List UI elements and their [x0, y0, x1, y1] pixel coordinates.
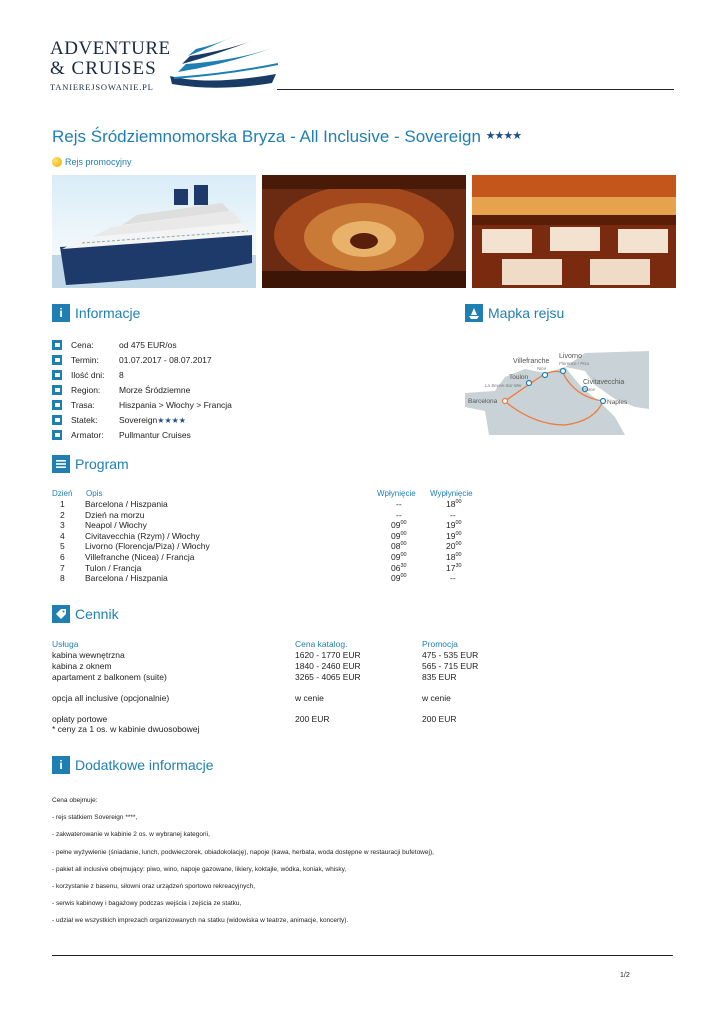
program-arrive-hour: 09 [391, 520, 401, 531]
pricing-catalog: 3265 - 4065 EUR [295, 672, 361, 682]
header-divider [277, 89, 674, 90]
program-desc: Neapol / Włochy [85, 520, 147, 531]
program-depart-minutes: 00 [455, 520, 462, 527]
program-depart [450, 573, 456, 583]
program-depart [446, 499, 462, 509]
extra-line: - zakwaterowanie w kabinie 2 os. w wybranej kategorii, [52, 831, 210, 839]
footer-divider [52, 955, 673, 956]
extra-line: - rejs statkiem Sovereign ****, [52, 814, 138, 822]
program-arrive-hour: 09 [391, 552, 401, 562]
program-arrive [391, 531, 407, 541]
extra-line: - serwis kabinowy i bagażowy podczas wejścia i zejścia ze statku, [52, 900, 242, 908]
section-title-extra: Dodatkowe informacje [75, 757, 214, 773]
program-arrive-hour: 09 [391, 530, 401, 541]
tag-icon [52, 605, 70, 623]
program-arrive-hour: 09 [391, 573, 401, 584]
pricing-promo: 565 - 715 EUR [422, 661, 479, 671]
icon-glyph [55, 433, 60, 437]
map-label-naples: Naples [607, 399, 628, 406]
map-label-villefranche-sub: Nice [537, 366, 547, 371]
promo-label: Rejs promocyjny [65, 157, 132, 167]
program-depart [446, 520, 462, 530]
info-value-text: Hiszpania > Włochy > Francja [119, 400, 232, 410]
pricing-service: kabina z oknem [52, 661, 112, 671]
pricing-promo: w cenie [422, 693, 451, 703]
info-value [119, 430, 191, 440]
program-depart-minutes: 00 [455, 541, 462, 548]
info-icon: i [52, 304, 70, 322]
program-arrive [391, 552, 407, 562]
program-arrive [391, 563, 407, 573]
atrium-photo [262, 175, 466, 288]
program-depart-hour: 17 [446, 562, 456, 573]
icon-glyph [55, 373, 60, 377]
pricing-promo: 835 EUR [422, 672, 457, 682]
program-desc: Civitavecchia (Rzym) / Włochy [85, 530, 200, 541]
pricing-header-catalog: Cena katalog. [295, 639, 348, 649]
program-row [52, 573, 492, 584]
program-arrive-hour: 08 [391, 541, 401, 552]
program-day: 8 [60, 573, 65, 584]
map-label-civitavecchia: Civitavecchia [583, 379, 625, 386]
pricing-catalog: w cenie [295, 693, 324, 703]
pricing-service: kabina wewnętrzna [52, 650, 125, 660]
section-title-map: Mapka rejsu [488, 305, 565, 321]
program-row [52, 499, 492, 510]
info-value-text: 8 [119, 370, 124, 380]
program-header-day: Dzień [52, 489, 73, 498]
program-row [52, 552, 492, 563]
info-label: Region: [71, 385, 101, 395]
info-value [119, 370, 124, 380]
program-day: 6 [60, 552, 65, 562]
program-header-depart: Wypłynięcie [430, 489, 473, 498]
info-label: Ilość dni: [71, 370, 105, 380]
program-day: 7 [60, 562, 65, 573]
info-value-text: Sovereign [119, 415, 158, 425]
program-depart [450, 510, 456, 520]
ship-icon [52, 415, 62, 425]
info-value [119, 400, 232, 410]
pricing-service: opłaty portowe [52, 714, 108, 724]
program-arrive [391, 573, 407, 583]
program-desc: Villefranche (Nicea) / Francja [85, 552, 195, 562]
section-title-info: Informacje [75, 305, 141, 321]
info-value [119, 415, 186, 425]
info-row [52, 398, 232, 412]
program-depart-minutes: 30 [455, 562, 462, 569]
info-value [119, 355, 212, 365]
program-header-desc: Opis [86, 489, 103, 498]
program-depart-hour: 19 [446, 520, 456, 531]
info-row [52, 428, 191, 442]
map-label-toulon: Toulon [509, 374, 529, 381]
program-depart-hour: 19 [446, 530, 456, 541]
program-day: 3 [60, 520, 65, 531]
pricing-service: apartament z balkonem (suite) [52, 672, 167, 682]
program-arrive [396, 510, 402, 520]
title-text: Rejs Śródziemnomorska Bryza - All Inclusive - Sovereign [52, 127, 481, 146]
info-row [52, 353, 212, 367]
program-arrive [391, 541, 407, 551]
map-icon [465, 304, 483, 322]
program-arrive-minutes: 00 [400, 552, 407, 559]
program-depart [446, 563, 462, 573]
program-arrive-hour: -- [396, 499, 402, 509]
logo-line-2: & CRUISES [50, 58, 157, 79]
route-icon [52, 400, 62, 410]
pricing-catalog: 200 EUR [295, 714, 330, 724]
icon-glyph [55, 388, 60, 392]
program-arrive-minutes: 00 [400, 573, 407, 580]
program-depart-minutes: 00 [455, 530, 462, 537]
info-label: Trasa: [71, 400, 95, 410]
company-logo [50, 34, 280, 96]
ship-photo [52, 175, 256, 288]
pricing-header-service: Usługa [52, 639, 79, 649]
extra-line: - korzystanie z basenu, siłowni oraz urządzeń sportowo rekreacyjnych, [52, 883, 256, 890]
extra-line: - pakiet all inclusive obejmujący: piwo, wino, napoje gazowane, likiery, koktajle, wódka, koniak, whisky, [52, 865, 347, 873]
icon-glyph [55, 343, 60, 347]
operator-icon [52, 430, 62, 440]
info-label: Statek: [71, 415, 98, 425]
map-label-villefranche: Villefranche [513, 358, 550, 365]
logo-line-1: ADVENTURE [50, 38, 171, 59]
program-depart-hour: 18 [446, 499, 456, 509]
pricing-header-promo: Promocja [422, 639, 458, 649]
info-label: Termin: [71, 355, 99, 365]
program-depart-hour: -- [450, 509, 456, 520]
page-number: 1/2 [620, 972, 630, 979]
program-day: 4 [60, 530, 65, 541]
info-label: Cena: [71, 340, 94, 350]
program-row [52, 520, 492, 531]
pricing-catalog: 1620 - 1770 EUR [295, 650, 361, 660]
program-day: 2 [60, 509, 65, 520]
program-arrive-minutes: 00 [400, 520, 407, 527]
info-row [52, 383, 190, 397]
program-depart-hour: -- [450, 573, 456, 584]
program-row [52, 510, 492, 521]
page-title [52, 127, 521, 147]
info-icon: i [52, 756, 70, 774]
program-depart [446, 541, 462, 551]
globe-icon [52, 385, 62, 395]
ship-logo-icon [168, 34, 328, 96]
pricing-promo: 200 EUR [422, 714, 457, 724]
program-depart-minutes: 00 [455, 499, 462, 506]
program-depart [446, 552, 462, 562]
promo-dot-icon [52, 157, 62, 167]
pricing-promo: 475 - 535 EUR [422, 650, 479, 660]
program-arrive-minutes: 00 [400, 530, 407, 537]
days-icon [52, 370, 62, 380]
info-stars: ★★★★ [157, 416, 186, 425]
map-label-barcelona: Barcelona [468, 398, 498, 405]
info-row [52, 368, 124, 382]
program-day: 5 [60, 541, 65, 552]
info-value-text: Morze Śródziemne [119, 385, 191, 395]
program-desc: Barcelona / Hiszpania [85, 573, 168, 584]
info-value [119, 385, 190, 395]
map-label-civitavecchia-sub: Rome [583, 387, 596, 392]
program-day: 1 [60, 499, 65, 509]
program-depart-minutes: 00 [455, 552, 462, 559]
program-row [52, 541, 492, 552]
map-label-toulon-sub: La Seyne-Sur-Mer [485, 383, 522, 388]
program-arrive [391, 520, 407, 530]
promo-badge [52, 157, 132, 167]
pricing-catalog: 1840 - 2460 EUR [295, 661, 361, 671]
info-value-text: Pullmantur Cruises [119, 430, 191, 440]
title-stars: ★★★★ [485, 130, 522, 142]
section-title-pricing: Cennik [75, 606, 119, 622]
program-arrive-hour: 06 [391, 562, 401, 573]
pricing-service: opcja all inclusive (opcjonalnie) [52, 693, 170, 703]
calendar-icon [52, 355, 62, 365]
program-depart-hour: 18 [446, 552, 456, 562]
program-header-arrive: Wpłynięcie [377, 489, 416, 498]
extra-line: Cena obejmuje: [52, 797, 98, 804]
icon-glyph [55, 358, 60, 362]
info-value-text: 01.07.2017 - 08.07.2017 [119, 355, 212, 365]
program-arrive-hour: -- [396, 509, 402, 520]
info-row [52, 413, 186, 427]
program-depart [446, 531, 462, 541]
list-icon [52, 455, 70, 473]
program-arrive-minutes: 30 [400, 562, 407, 569]
program-desc: Barcelona / Hiszpania [85, 499, 168, 509]
extra-line: - pełne wyżywienie (śniadanie, lunch, podwieczorek, obiadokolację), napoje (kawa, herbata, woda dostępne w restauracji bufetowej), [52, 848, 434, 856]
program-desc: Tulon / Francja [85, 562, 142, 573]
info-value [119, 340, 177, 350]
program-arrive [396, 499, 402, 509]
icon-glyph [55, 403, 60, 407]
pricing-note: * ceny za 1 os. w kabinie dwuosobowej [52, 724, 200, 734]
logo-line-3: TANIEREJSOWANIE.PL [50, 82, 154, 92]
program-row [52, 563, 492, 574]
program-row [52, 531, 492, 542]
icon-glyph [55, 418, 60, 422]
info-label: Armator: [71, 430, 104, 440]
program-desc: Dzień na morzu [85, 509, 145, 520]
map-label-livorno-sub: Florence / Pisa [559, 361, 590, 366]
map-label-livorno: Livorno [559, 353, 582, 360]
price-icon [52, 340, 62, 350]
program-arrive-minutes: 00 [400, 541, 407, 548]
program-desc: Livorno (Florencja/Piza) / Włochy [85, 541, 210, 552]
info-row [52, 338, 177, 352]
extra-line: - udział we wszystkich imprezach organizowanych na statku (widowiska w teatrze, animacje, koncerty). [52, 917, 349, 925]
section-title-program: Program [75, 456, 129, 472]
restaurant-photo [472, 175, 676, 288]
route-map [465, 337, 649, 435]
program-depart-hour: 20 [446, 541, 456, 552]
info-value-text: od 475 EUR/os [119, 340, 177, 350]
